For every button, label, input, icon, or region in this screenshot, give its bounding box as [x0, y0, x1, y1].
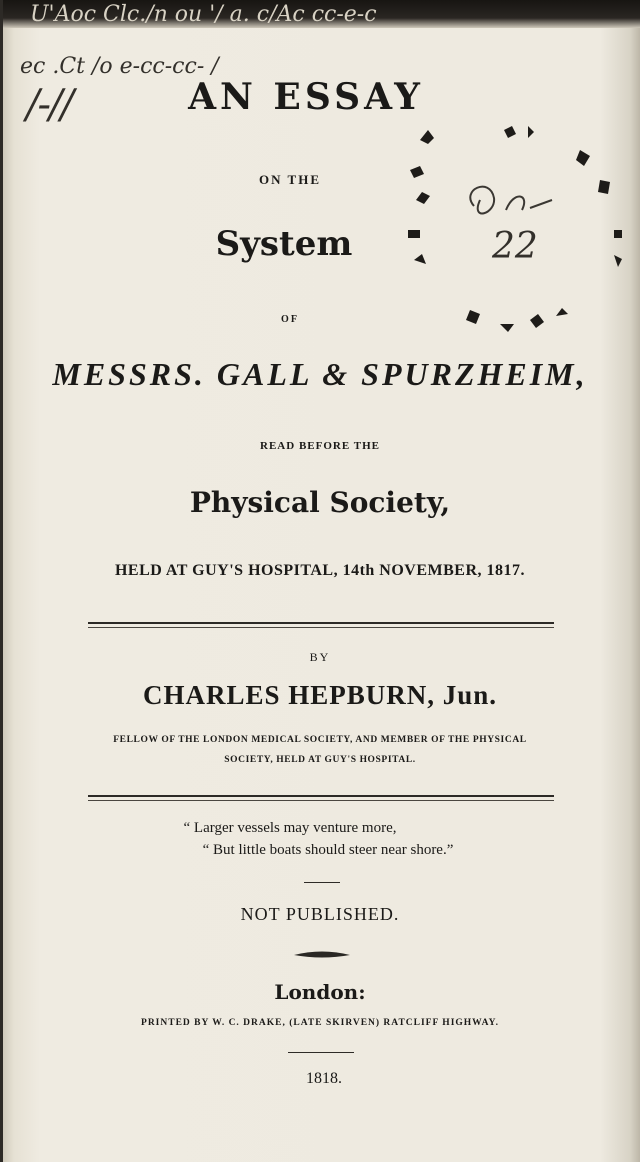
divider-rule-middle-thin: [88, 800, 554, 801]
printer-line: PRINTED BY W. C. DRAKE, (LATE SKIRVEN) RATCLIFF HIGHWAY.: [141, 1018, 499, 1028]
title-of: OF: [281, 314, 299, 325]
short-rule-upper: [304, 882, 340, 883]
divider-rule-top-thin: [88, 627, 554, 628]
short-rule-lower: [288, 1052, 354, 1053]
epigraph-line-2: “ But little boats should steer near shore.”: [202, 842, 454, 858]
handwritten-shelfmark: /-//: [26, 82, 72, 128]
not-published-label: NOT PUBLISHED.: [240, 904, 400, 924]
publication-year: 1818.: [306, 1070, 342, 1087]
ornamental-dash: [292, 950, 352, 960]
title-an-essay: AN ESSAY: [188, 76, 424, 118]
title-system: System: [215, 224, 353, 264]
author-name: CHARLES HEPBURN, Jun.: [142, 680, 498, 710]
credentials-line-1: FELLOW OF THE LONDON MEDICAL SOCIETY, AND MEMBER OF THE PHYSICAL: [113, 735, 527, 745]
epigraph-line-1: “ Larger vessels may venture more,: [183, 820, 397, 836]
divider-rule-top: [88, 622, 554, 624]
place-of-publication: London:: [274, 980, 366, 1004]
credentials-line-2: SOCIETY, HELD AT GUY'S HOSPITAL.: [224, 755, 416, 765]
handwritten-note-second: ec .Ct /o e-cc-cc- /: [20, 54, 219, 79]
held-at-line: HELD AT GUY'S HOSPITAL, 14th NOVEMBER, 1817.: [114, 562, 526, 579]
society-name: Physical Society,: [189, 486, 451, 519]
handwritten-number: 22: [492, 226, 538, 267]
divider-rule-middle: [88, 795, 554, 797]
title-authors: MESSRS. GALL & SPURZHEIM,: [52, 356, 588, 392]
by-label: BY: [309, 650, 331, 664]
title-on-the: ON THE: [259, 172, 321, 187]
handwritten-note-top: U'Aoc Clc./n ou '/ a. c/Ac cc-e-c: [30, 2, 377, 27]
read-before-label: READ BEFORE THE: [260, 440, 380, 452]
